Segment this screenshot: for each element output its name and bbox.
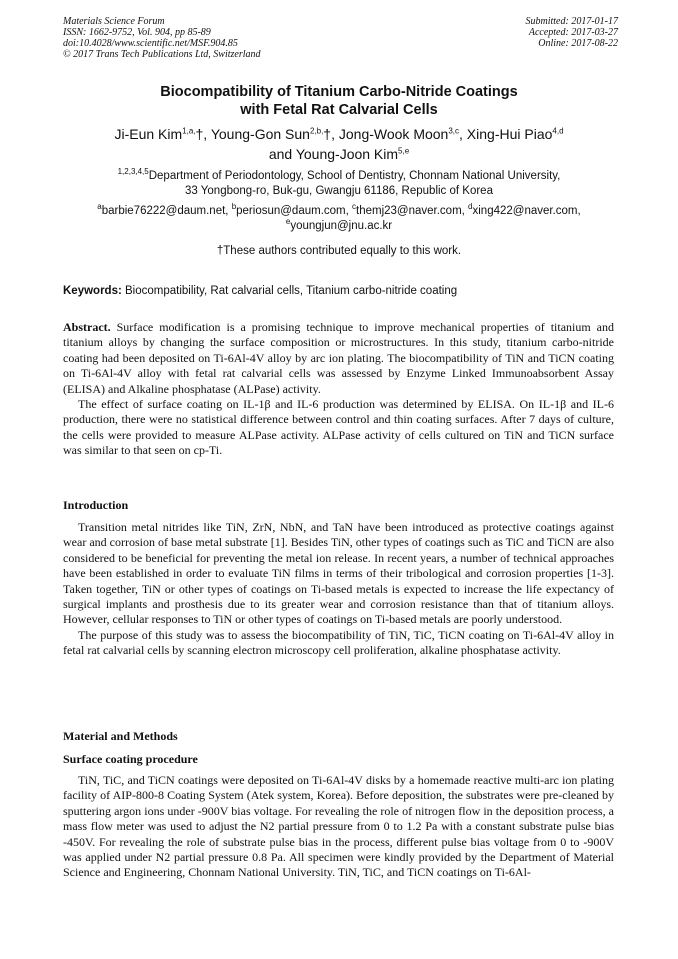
affiliation-line-1: Department of Periodontology, School of Dentistry, Chonnam National University, — [148, 170, 561, 182]
email-address: youngjun@jnu.ac.kr — [290, 220, 393, 232]
affiliation — [40, 169, 638, 199]
journal-doi: doi:10.4028/www.scientific.net/MSF.904.85 — [63, 38, 238, 49]
title-line-2: with Fetal Rat Calvarial Cells — [240, 102, 438, 118]
journal-issn: ISSN: 1662-9752, Vol. 904, pp 85-89 — [63, 27, 211, 38]
email-address: periosun@daum.com — [236, 205, 346, 217]
author-sep: , — [203, 126, 211, 142]
author-dagger: † — [323, 126, 332, 142]
author-sep: , — [459, 126, 467, 142]
author-sup: 4,d — [552, 126, 564, 136]
title-line-1: Biocompatibility of Titanium Carbo-Nitride Coatings — [160, 84, 518, 100]
keywords-label: Keywords: — [63, 285, 122, 297]
email-sup: c — [352, 202, 357, 212]
author-and: and — [268, 146, 296, 162]
keywords-text: Biocompatibility, Rat calvarial cells, Titanium carbo-nitride coating — [121, 285, 458, 297]
author-line-1 — [40, 124, 638, 144]
journal-info — [63, 16, 261, 60]
author-list — [40, 124, 638, 164]
abstract-paragraph-2: The effect of surface coating on IL-1β and IL-6 production was determined by ELISA. On IL-1β and IL-6 production, there were no statistical difference between control and thin coating surfaces. After 7 days of culture, the cells were provided to measure ALPase activity. ALPase activity of cells cultured on TiN and TiCN surface was similar to that seen on cp-Ti. — [63, 397, 614, 458]
author-sup: 5,e — [398, 146, 410, 156]
email-sup: d — [468, 202, 473, 212]
email-sup: e — [285, 217, 291, 227]
abstract — [63, 320, 614, 459]
author-line-2 — [40, 144, 638, 164]
journal-name: Materials Science Forum — [63, 16, 165, 27]
email-list — [40, 204, 638, 234]
submitted-date: Submitted: 2017-01-17 — [525, 16, 618, 27]
section-heading-methods: Material and Methods — [63, 729, 178, 743]
email-address: themj23@naver.com — [356, 205, 462, 217]
dates-info — [526, 16, 619, 49]
keywords — [63, 284, 618, 299]
subsection-heading-surface-coating: Surface coating procedure — [63, 752, 198, 766]
affiliation-sup: 1,2,3,4,5 — [117, 167, 149, 177]
email-sep: , — [225, 205, 232, 217]
affiliation-line-2: 33 Yongbong-ro, Buk-gu, Gwangju 61186, Republic of Korea — [185, 185, 493, 197]
email-address: barbie76222@daum.net — [101, 205, 226, 217]
equal-contribution-note: †These authors contributed equally to this work. — [216, 245, 462, 257]
email-sup: a — [97, 202, 102, 212]
email-sep: , — [461, 205, 469, 217]
section-heading-introduction: Introduction — [63, 498, 129, 512]
author-sup: 3,c — [448, 126, 460, 136]
abstract-paragraph-1: Surface modification is a promising technique to improve mechanical properties of titanium and titanium alloys by changing the surface composition or microstructures. In this study, titanium carbo-nitride coating had been deposited on Ti-6Al-4V alloy by arc ion plating. The biocompatibility of TiN and TiCN coating on Ti-6Al-4V alloy with fetal rat calvarial cells was assessed by Enzyme Linked Immunoabsorbent Assay (ELISA) and Alkaline phosphatase (ALPase) activity. — [63, 320, 614, 396]
introduction-body — [63, 520, 614, 659]
author-name: Ji-Eun Kim — [114, 126, 183, 142]
email-sup: b — [231, 202, 237, 212]
methods-paragraph-1: TiN, TiC, and TiCN coatings were deposited on Ti-6Al-4V disks by a homemade reactive multi-arc ion plating facility of AIP-800-8 Coating System (Atek system, Korea). Before deposition, the substrates were pre-cleaned by sputtering argon ions under -900V bias voltage. For revealing the role of nitrogen flow in the deposition process, a mass flow meter was used to adjust the N2 partial pressure from 0 to 1.2 Pa with a constant substrate pulse bias -450V. For revealing the role of substrate pulse bias in the process, different pulse bias voltage from 0 to -900V was applied under N2 partial pressure 0.8 Pa. All specimen were kindly provided by the Department of Material Science and Engineering, Chonnam National University. TiN, TiC, and TiCN coatings on Ti-6Al- — [63, 773, 614, 880]
journal-copyright: © 2017 Trans Tech Publications Ltd, Switzerland — [63, 49, 261, 60]
methods-body — [63, 773, 614, 881]
online-date: Online: 2017-08-22 — [538, 38, 618, 49]
email-address: xing422@naver.com — [472, 205, 578, 217]
author-dagger: † — [195, 126, 204, 142]
introduction-paragraph-1: Transition metal nitrides like TiN, ZrN, NbN, and TaN have been introduced as protective coatings against wear and corrosion of base metal substrate [1]. Besides TiN, other types of coatings such as TiC and TiCN are also considered to be beneficial for preventing the metal ion release. In recent years, a number of technical approaches have been established in order to evaluate TiN films in terms of their tribological and corrosion properties [1-3]. Taken together, TiN or other types of coatings on Ti-based metals is expected to increase the life expectancy of surgical implants and prosthesis due to its greater wear and corrosion resistance than that of titanium alloys. However, cellular responses to TiN or other types of coatings on Ti-based metals are poorly understood. — [63, 520, 614, 627]
author-sep: , — [331, 126, 339, 142]
author-name: Young-Gon Sun — [210, 126, 310, 142]
author-name: Xing-Hui Piao — [466, 126, 553, 142]
email-sep: , — [577, 205, 581, 217]
accepted-date: Accepted: 2017-03-27 — [528, 27, 618, 38]
author-name: Jong-Wook Moon — [338, 126, 449, 142]
author-sup: 1,a, — [182, 126, 196, 136]
paper-title — [40, 83, 638, 119]
email-sep: , — [345, 205, 353, 217]
abstract-label: Abstract. — [63, 320, 111, 334]
introduction-paragraph-2: The purpose of this study was to assess the biocompatibility of TiN, TiC, TiCN coating on Ti-6Al-4V alloy in fetal rat calvarial cells by scanning electron microscopy cell proliferation, alkaline phosphatase activity. — [63, 627, 614, 658]
author-sup: 2,b, — [309, 126, 324, 136]
author-name: Young-Joon Kim — [295, 146, 399, 162]
